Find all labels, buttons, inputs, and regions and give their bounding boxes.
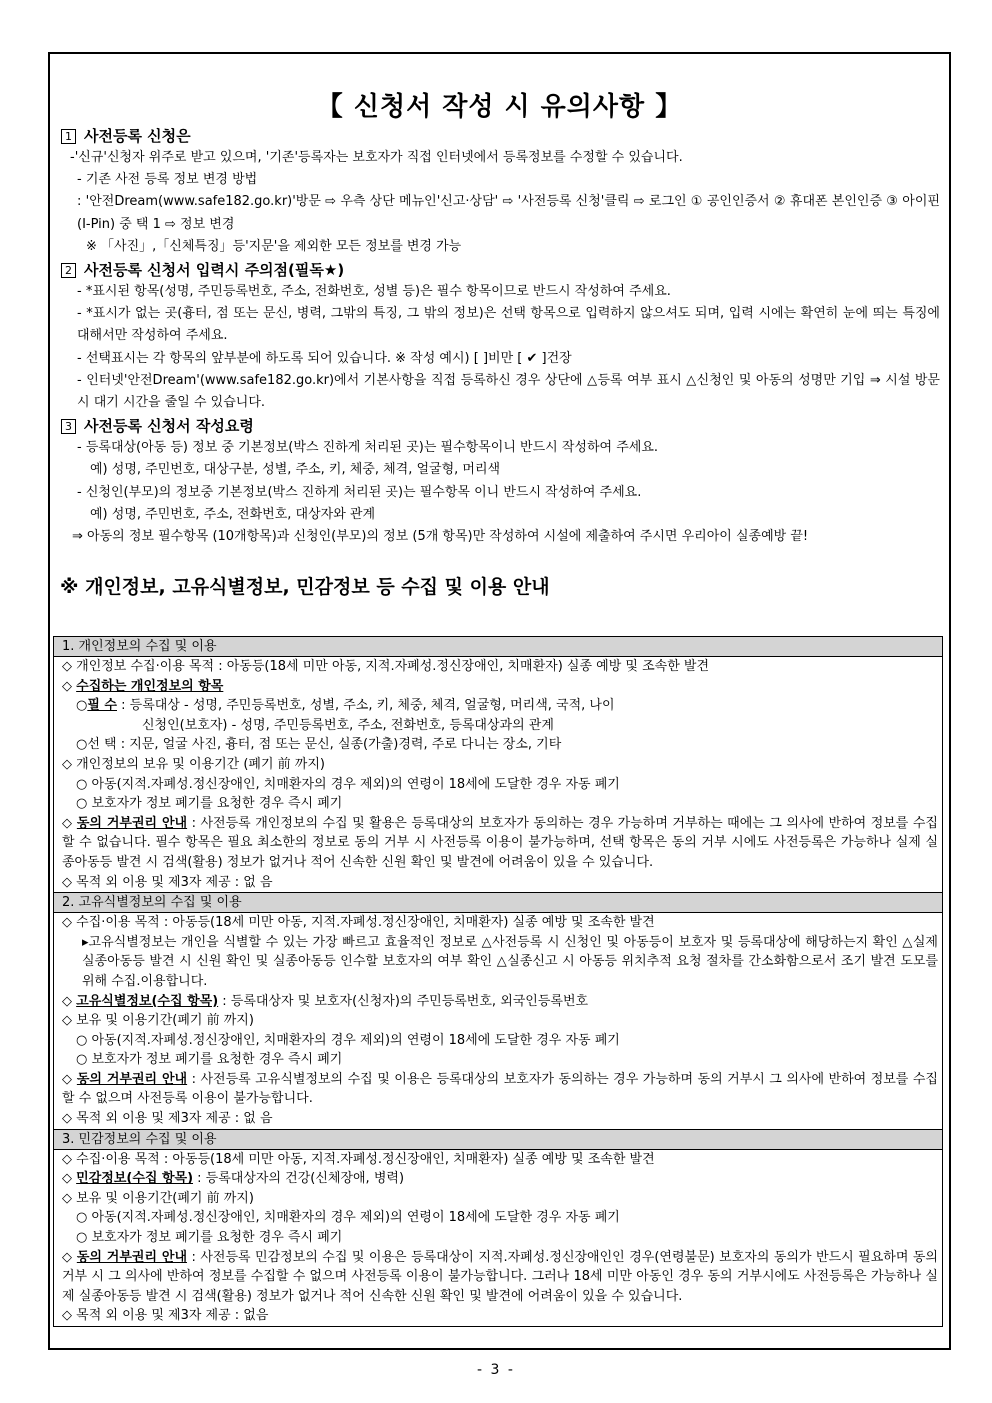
- table-body-sensitive-info: [54, 1150, 942, 1326]
- table-line: ◇ 동의 거부권리 안내 : 사전등록 고유식별정보의 수집 및 이용은 등록대상의 보호자가 동의하는 경우 가능하며 동의 거부시 그 의사에 반하여 정보를 수집할 수 없으며 사전등록 이용이 불가능합니다.: [62, 1071, 938, 1107]
- table-line: ○선 택 : 지문, 얼굴 사진, 흉터, 점 또는 문신, 실종(가출)경력, 주로 다니는 장소, 기타: [76, 737, 562, 753]
- section-1-heading: 1 사전등록 신청은: [60, 125, 940, 147]
- table-line: ◇ 고유식별정보(수집 항목) : 등록대상자 및 보호자(신청자)의 주민등록번호, 외국인등록번호: [62, 993, 589, 1009]
- table-line: ◇ 수집하는 개인정보의 항목: [62, 678, 224, 694]
- section-2-line: - *표시된 항목(성명, 주민등록번호, 주소, 전화번호, 성별 등)은 필수 항목이므로 반드시 작성하여 주세요.: [77, 284, 671, 300]
- table-line: ○ 아동(지적.자폐성.정신장애인, 치매환자의 경우 제외)의 연령이 18세에 도달한 경우 자동 폐기: [76, 1032, 620, 1048]
- table-line: ◇ 목적 외 이용 및 제3자 제공 : 없 음: [62, 1111, 273, 1127]
- table-body-unique-id: [54, 913, 942, 1130]
- section-1-line: - 기존 사전 등록 정보 변경 방법: [77, 172, 258, 188]
- page-title: 【 신청서 작성 시 유의사항 】: [316, 92, 683, 122]
- table-body-personal-info: [54, 657, 942, 893]
- privacy-heading: ※ 개인정보, 고유식별정보, 민감정보 등 수집 및 이용 안내: [60, 576, 550, 599]
- table-line: ◇ 보유 및 이용기간(폐기 前 까지): [62, 1013, 254, 1029]
- section-3-line: - 신청인(부모)의 정보중 기본정보(박스 진하게 처리된 곳)는 필수항목 이니 반드시 작성하여 주세요.: [77, 484, 642, 500]
- section-2-heading: 2 사전등록 신청서 입력시 주의점(필독★): [60, 259, 940, 281]
- table-line: ○필 수 : 등록대상 - 성명, 주민등록번호, 성별, 주소, 키, 체중, 체격, 얼굴형, 머리색, 국적, 나이: [76, 698, 615, 714]
- section-3-line: ⇒ 아동의 정보 필수항목 (10개항목)과 신청인(부모)의 정보 (5개 항목)만 작성하여 시설에 제출하여 주시면 우리아이 실종예방 끝!: [72, 529, 809, 545]
- section-2-line: - *표시가 없는 곳(흉터, 점 또는 문신, 병력, 그밖의 특징, 그 밖의 정보)은 선택 항목으로 입력하지 않으셔도 되며, 입력 시에는 확연히 눈에 띄는 특징에 대해서만 작성하여 주세요.: [77, 306, 940, 344]
- table-line: 신청인(보호자) - 성명, 주민등록번호, 주소, 전화번호, 등록대상과의 관계: [142, 717, 554, 733]
- table-line: ◇ 개인정보 수집·이용 목적 : 아동등(18세 미만 아동, 지적.자폐성.정신장애인, 치매환자) 실종 예방 및 조속한 발견: [62, 659, 710, 674]
- page-frame: [48, 52, 951, 1350]
- table-line: ◇ 목적 외 이용 및 제3자 제공 : 없 음: [62, 874, 273, 890]
- notes-content: [60, 124, 940, 610]
- section-3-number: 3: [61, 419, 76, 434]
- privacy-table: [53, 636, 943, 1327]
- table-line: ◇ 보유 및 이용기간(폐기 前 까지): [62, 1190, 254, 1206]
- table-line: ○ 아동(지적.자폐성.정신장애인, 치매환자의 경우 제외)의 연령이 18세에 도달한 경우 자동 폐기: [76, 776, 620, 792]
- table-header-sensitive-info: 3. 민감정보의 수집 및 이용: [54, 1130, 942, 1150]
- section-3-line: 예) 성명, 주민번호, 주소, 전화번호, 대상자와 관계: [90, 506, 375, 522]
- table-line: ○ 보호자가 정보 폐기를 요청한 경우 즉시 폐기: [76, 1052, 343, 1068]
- table-line: ◇ 수집·이용 목적 : 아동등(18세 미만 아동, 지적.자폐성.정신장애인, 치매환자) 실종 예방 및 조속한 발견: [62, 1151, 655, 1167]
- section-1-line: -'신규'신청자 위주로 받고 있으며, '기존'등록자는 보호자가 직접 인터넷에서 등록정보를 수정할 수 있습니다.: [70, 150, 683, 165]
- section-2-number: 2: [61, 263, 76, 278]
- section-1-number: 1: [61, 129, 76, 144]
- table-line: ◇ 동의 거부권리 안내 : 사전등록 민감정보의 수집 및 이용은 등록대상이 지적.자폐성.정신장애인인 경우(연령불문) 보호자의 동의가 반드시 필요하며 동의 거부 시 그 의사에 반하여 정보를 수집할 수 없으며 사전등록 이용이 불가능합니다. 그러나 18세 미만 아동인 경우 동의 거부시에도 사전등록은 가능하나 실제 실종아동등 발견 시 검색(활용) 정보가 없거나 적어 신속한 신원 확인 및 발견에 어려움이 있을 수 있습니다.: [62, 1249, 938, 1304]
- section-3-line: - 등록대상(아동 등) 정보 중 기본정보(박스 진하게 처리된 곳)는 필수항목이니 반드시 작성하여 주세요.: [77, 440, 659, 456]
- table-line: ◇ 목적 외 이용 및 제3자 제공 : 없음: [62, 1308, 269, 1324]
- table-line: ○ 보호자가 정보 폐기를 요청한 경우 즉시 폐기: [76, 796, 343, 812]
- table-line: ○ 보호자가 정보 폐기를 요청한 경우 즉시 폐기: [76, 1230, 343, 1246]
- table-line: ◇ 수집·이용 목적 : 아동등(18세 미만 아동, 지적.자폐성.정신장애인, 치매환자) 실종 예방 및 조속한 발견: [62, 915, 655, 931]
- section-2-line: - 선택표시는 각 항목의 앞부분에 하도록 되어 있습니다. ※ 작성 예시) [ ]비만 [ ✔ ]건장: [77, 350, 572, 366]
- section-1-line: : '안전Dream(www.safe182.go.kr)'방문 ⇨ 우측 상단 메뉴인'신고·상담' ⇨ '사전등록 신청'클릭 ⇨ 로그인 ① 공인인증서 ② 휴대폰 본인인증 ③ 아이핀(I-Pin) 중 택 1 ⇨ 정보 변경: [77, 194, 940, 232]
- table-line: ◇ 동의 거부권리 안내 : 사전등록 개인정보의 수집 및 활용은 등록대상의 보호자가 동의하는 경우 가능하며 거부하는 때에는 그 의사에 반하여 정보를 수집할 수 없습니다. 필수 항목은 필요 최소한의 정보로 동의 거부 시 사전등록 이용이 불가능하며, 선택 항목은 동의 거부 시에도 사전등록은 가능하나 실제 실종아동등 발견 시 검색(활용) 정보가 없거나 적어 신속한 신원 확인 및 발견에 어려움이 있을 수 있습니다.: [62, 815, 938, 870]
- section-2-line: - 인터넷'안전Dream'(www.safe182.go.kr)에서 기본사항을 직접 등록하신 경우 상단에 △등록 여부 표시 △신청인 및 아동의 성명만 기입 ⇒ 시설 방문시 대기 시간을 줄일 수 있습니다.: [77, 372, 940, 411]
- table-line: ◇ 민감정보(수집 항목) : 등록대상자의 건강(신체장애, 병력): [62, 1171, 405, 1187]
- table-header-unique-id: 2. 고유식별정보의 수집 및 이용: [54, 893, 942, 913]
- table-header-personal-info: 1. 개인정보의 수집 및 이용: [54, 637, 942, 657]
- page-number: - 3 -: [477, 1362, 515, 1378]
- table-line: ○ 아동(지적.자폐성.정신장애인, 치매환자의 경우 제외)의 연령이 18세에 도달한 경우 자동 폐기: [76, 1210, 620, 1226]
- section-3-line: 예) 성명, 주민번호, 대상구분, 성별, 주소, 키, 체중, 체격, 얼굴형, 머리색: [90, 462, 501, 478]
- table-line: ▸고유식별정보는 개인을 식별할 수 있는 가장 빠르고 효율적인 정보로 △사전등록 시 신청인 및 아동등이 보호자 및 등록대상에 해당하는지 확인 △실제 실종아동등 발견 시 신원 확인 및 실종아동등 인수할 보호자의 여부 확인 △실종신고 시 아동등 위치추적 요청 절차를 간소화함으로서 조기 발견 도모를 위해 수집.이용합니다.: [82, 934, 938, 989]
- table-line: ◇ 개인정보의 보유 및 이용기간 (폐기 前 까지): [62, 756, 325, 772]
- section-3-heading: 3 사전등록 신청서 작성요령: [60, 415, 940, 437]
- section-1-line: ※ 「사진」,「신체특징」등'지문'을 제외한 모든 정보를 변경 가능: [86, 238, 462, 254]
